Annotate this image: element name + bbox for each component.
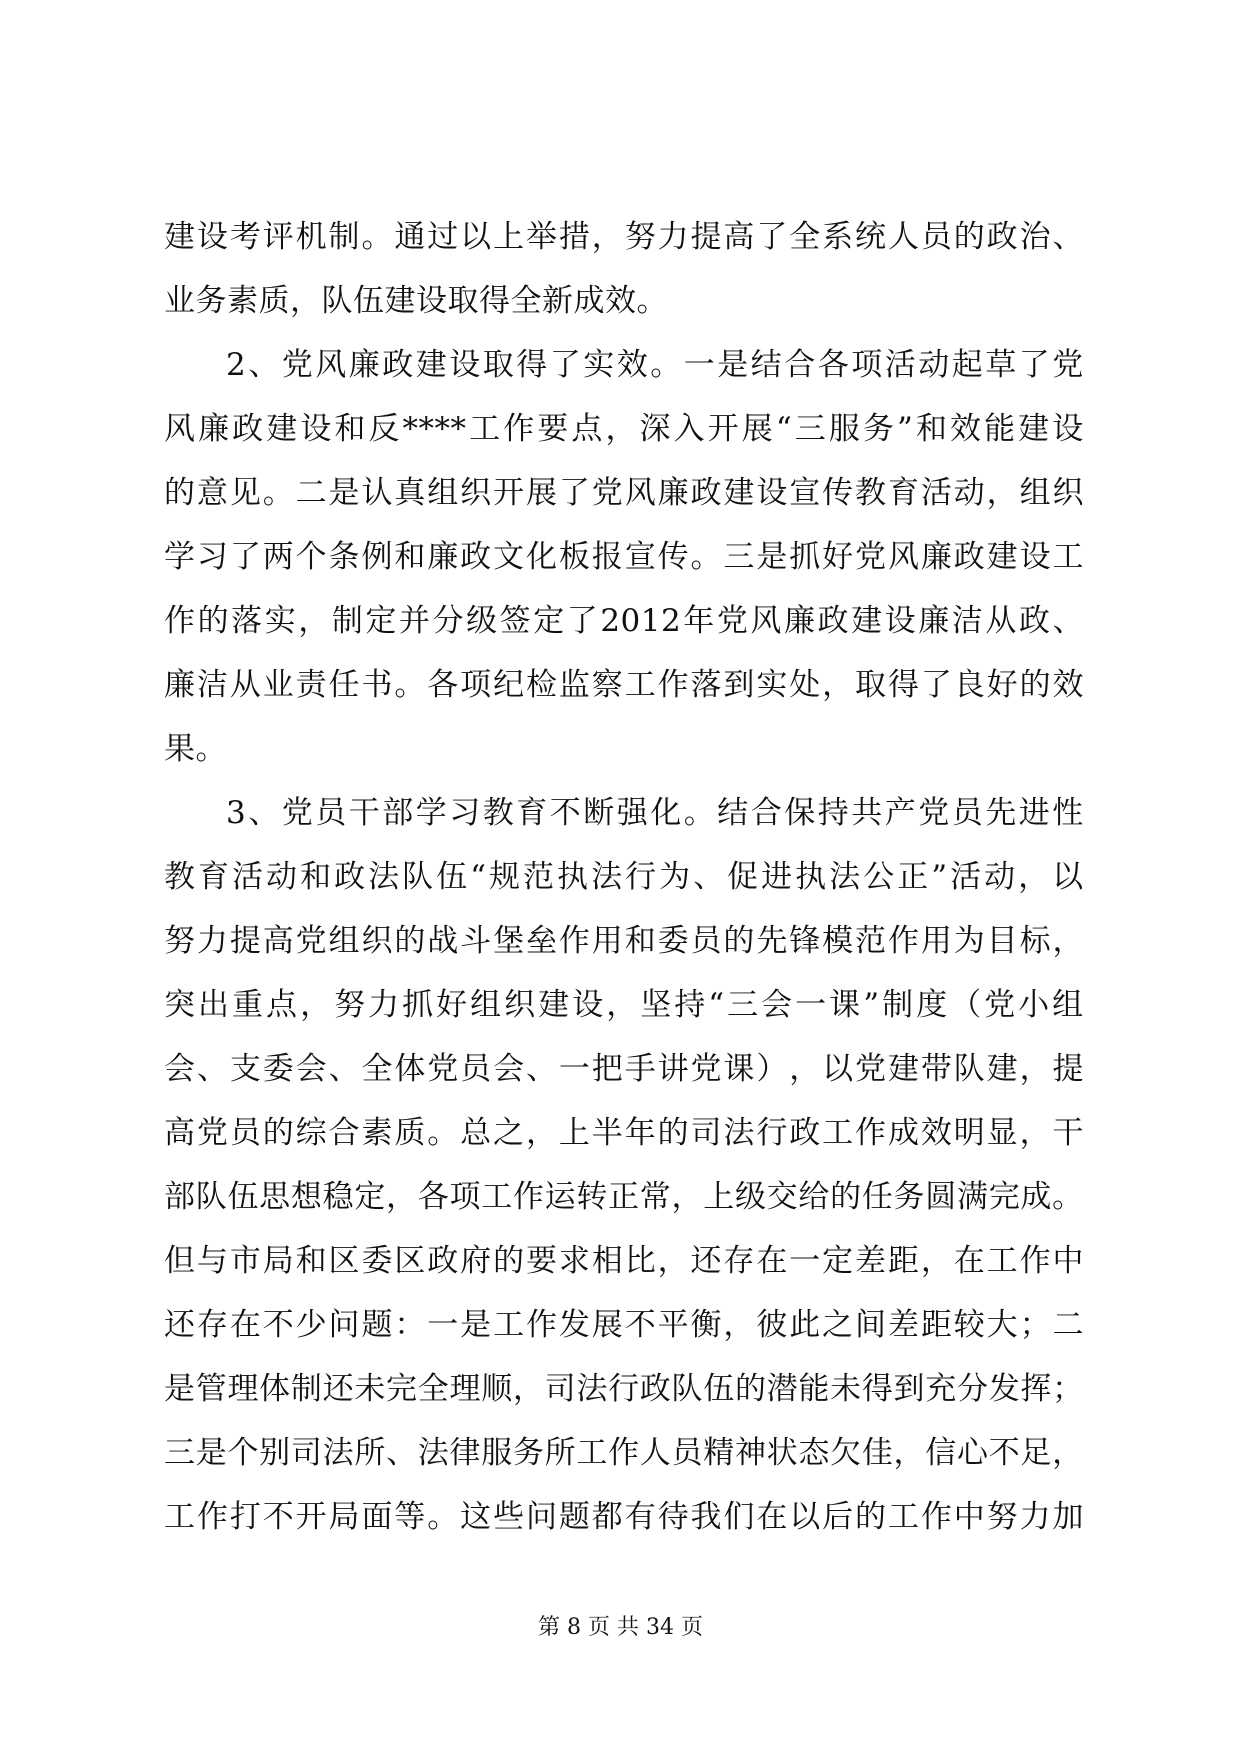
text-line: 廉 洁 从 业 责 任 书 。 各 项 纪 检 监 察 工 作 落 到 实 处 ， 取 得 了 良 好 的 效 (164, 667, 1084, 703)
page-footer: 第 8 页 共 34 页 (538, 1615, 703, 1640)
body-text (164, 205, 1084, 1549)
text-line: 是 管 理 体 制 还 未 完 全 理 顺 ， 司 法 行 政 队 伍 的 潜 能 未 得 到 充 分 发 挥 ； (164, 1371, 1084, 1407)
text-line: 建 设 考 评 机 制 。 通 过 以 上 举 措 ， 努 力 提 高 了 全 系 统 人 员 的 政 治 、 (164, 219, 1084, 255)
text-line: 但 与 市 局 和 区 委 区 政 府 的 要 求 相 比 ， 还 存 在 一 定 差 距 ， 在 工 作 中 (164, 1243, 1084, 1279)
text-line: 作 的 落 实 ， 制 定 并 分 级 签 定 了 2012 年 党 风 廉 政 建 设 廉 洁 从 政 、 (164, 603, 1084, 639)
text-line: 高 党 员 的 综 合 素 质 。 总 之 ， 上 半 年 的 司 法 行 政 工 作 成 效 明 显 ， 干 (164, 1115, 1084, 1151)
text-line: 会 、 支 委 会 、 全 体 党 员 会 、 一 把 手 讲 党 课 ） ， 以 党 建 带 队 建 ， 提 (164, 1051, 1084, 1087)
text-line: 2 、 党 风 廉 政 建 设 取 得 了 实 效 。 一 是 结 合 各 项 活 动 起 草 了 党 (226, 347, 1084, 383)
text-line: 风 廉 政 建 设 和 反 **** 工 作 要 点 ， 深 入 开 展 “ 三 服 务 ” 和 效 能 建 设 (164, 411, 1084, 447)
text-line: 的 意 见 。 二 是 认 真 组 织 开 展 了 党 风 廉 政 建 设 宣 传 教 育 活 动 ， 组 织 (164, 475, 1084, 511)
text-line: 部 队 伍 思 想 稳 定 ， 各 项 工 作 运 转 正 常 ， 上 级 交 给 的 任 务 圆 满 完 成 。 (164, 1179, 1084, 1215)
text-line: 突 出 重 点 ， 努 力 抓 好 组 织 建 设 ， 坚 持 “ 三 会 一 课 ” 制 度 （ 党 小 组 (164, 987, 1084, 1023)
text-line: 业务素质，队伍建设取得全新成效。 (164, 283, 668, 319)
text-line: 努 力 提 高 党 组 织 的 战 斗 堡 垒 作 用 和 委 员 的 先 锋 模 范 作 用 为 目 标 ， (164, 923, 1084, 959)
text-line: 教 育 活 动 和 政 法 队 伍 “ 规 范 执 法 行 为 、 促 进 执 法 公 正 ” 活 动 ， 以 (164, 859, 1084, 895)
text-line: 3 、 党 员 干 部 学 习 教 育 不 断 强 化 。 结 合 保 持 共 产 党 员 先 进 性 (226, 795, 1084, 831)
text-line: 学 习 了 两 个 条 例 和 廉 政 文 化 板 报 宣 传 。 三 是 抓 好 党 风 廉 政 建 设 工 (164, 539, 1084, 575)
text-line: 工 作 打 不 开 局 面 等 。 这 些 问 题 都 有 待 我 们 在 以 后 的 工 作 中 努 力 加 (164, 1499, 1084, 1535)
text-line: 三 是 个 别 司 法 所 、 法 律 服 务 所 工 作 人 员 精 神 状 态 欠 佳 ， 信 心 不 足 ， (164, 1435, 1084, 1471)
text-line: 果。 (164, 731, 227, 767)
text-line: 还 存 在 不 少 问 题 ： 一 是 工 作 发 展 不 平 衡 ， 彼 此 之 间 差 距 较 大 ； 二 (164, 1307, 1084, 1343)
